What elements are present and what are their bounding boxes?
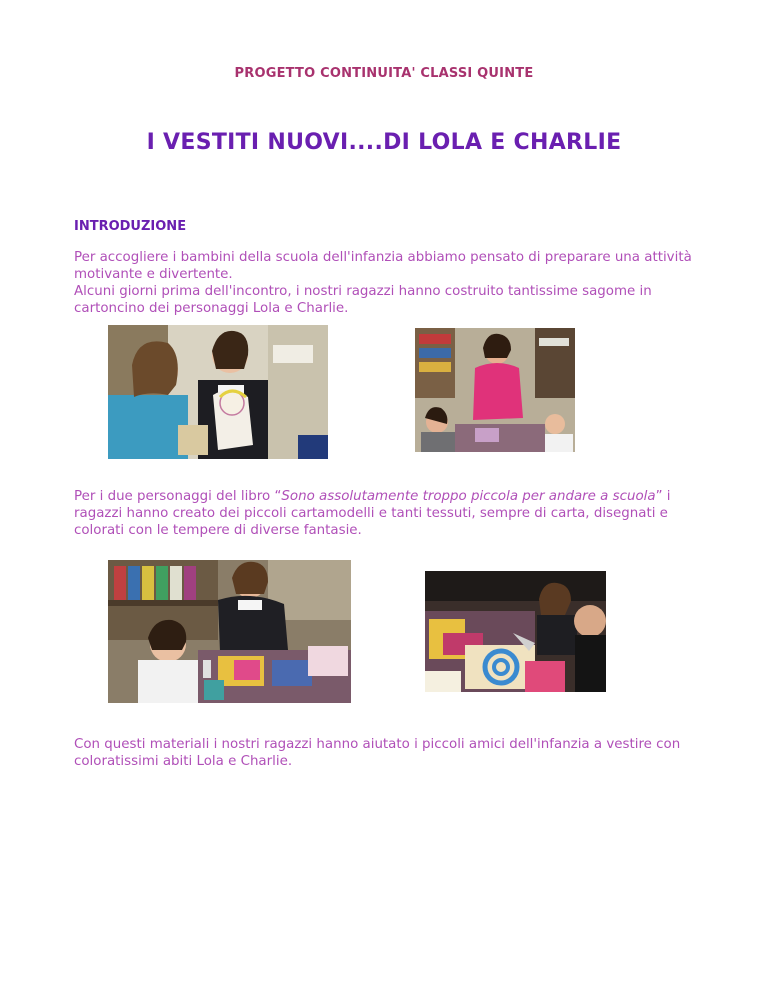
book-paragraph-before: Per i due personaggi del libro “	[74, 489, 282, 504]
closing-text: Con questi materiali i nostri ragazzi hanno aiutato i piccoli amici dell'infanzia a vestire con coloratissimi abiti Lola e Charlie.	[74, 737, 681, 769]
photo-children-with-cutout	[108, 325, 328, 459]
intro-paragraph	[74, 249, 714, 317]
page-title: I VESTITI NUOVI....DI LOLA E CHARLIE	[146, 130, 622, 155]
book-paragraph-text	[74, 488, 714, 539]
book-paragraph-after: ” i ragazzi hanno creato dei piccoli cartamodelli e tanti tessuti, sempre di carta, disegnati e colorati con le tempere di diverse fantasie.	[74, 489, 671, 538]
book-paragraph	[74, 488, 714, 539]
intro-line-1: Per accogliere i bambini della scuola dell'infanzia abbiamo pensato di preparare una attività motivante e divertente.	[74, 250, 692, 282]
project-supertitle: PROGETTO CONTINUITA' CLASSI QUINTE	[234, 66, 534, 81]
section-heading-introduction: INTRODUZIONE	[74, 219, 187, 234]
photo-girl-in-pink-with-children	[415, 328, 575, 452]
closing-paragraph	[74, 736, 714, 770]
book-title: Sono assolutamente troppo piccola per andare a scuola	[281, 489, 656, 504]
photo-children-cutting-spirals	[425, 571, 606, 692]
intro-line-2: Alcuni giorni prima dell'incontro, i nostri ragazzi hanno costruito tantissime sagome in cartoncino dei personaggi Lola e Charlie.	[74, 284, 652, 316]
photo-children-working-on-papers	[108, 560, 351, 703]
